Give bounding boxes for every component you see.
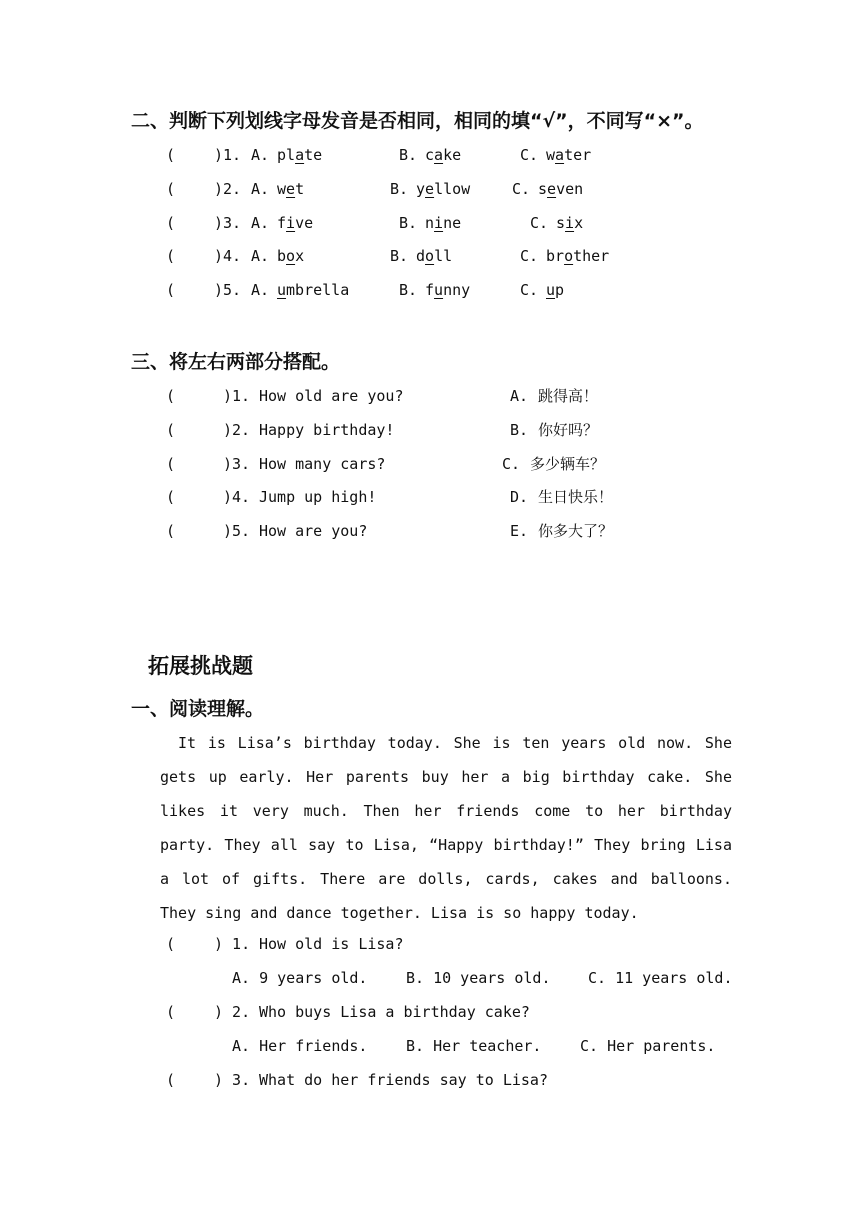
option-word-a bbox=[277, 144, 322, 166]
word-suffix: ter bbox=[564, 146, 592, 164]
english-phrase: Jump up high! bbox=[259, 488, 377, 506]
chinese-phrase: 你好吗？ bbox=[538, 421, 599, 439]
option-word-b bbox=[416, 245, 452, 267]
underlined-letter: e bbox=[286, 180, 296, 198]
option-label-a: A. bbox=[251, 146, 270, 164]
answer-option: C. Her parents. bbox=[580, 1037, 716, 1055]
word-suffix: x bbox=[574, 214, 584, 232]
answer-paren: ( bbox=[166, 421, 176, 439]
question-row bbox=[0, 279, 860, 301]
word-suffix: t bbox=[295, 180, 305, 198]
word-prefix: pl bbox=[277, 146, 296, 164]
match-label: C. bbox=[502, 455, 521, 473]
matching-row bbox=[0, 453, 860, 475]
option-label-a: A. bbox=[251, 247, 270, 265]
option-word-a bbox=[277, 279, 349, 301]
chinese-phrase: 跳得高！ bbox=[538, 387, 599, 405]
extension-title: 拓展挑战题 bbox=[148, 654, 253, 678]
chinese-phrase: 你多大了？ bbox=[538, 522, 614, 540]
answer-paren: ( bbox=[166, 387, 176, 405]
answer-paren: ( bbox=[166, 214, 176, 232]
option-word-c bbox=[546, 144, 591, 166]
option-word-a bbox=[277, 212, 313, 234]
reading-question bbox=[0, 933, 860, 955]
underlined-letter: o bbox=[564, 247, 574, 265]
word-suffix: x bbox=[295, 247, 305, 265]
question-number: )3. bbox=[214, 214, 242, 232]
option-label-c: C. bbox=[520, 146, 539, 164]
question-number: )1. bbox=[214, 146, 242, 164]
question-row bbox=[0, 178, 860, 200]
answer-option: A. 9 years old. bbox=[232, 969, 368, 987]
word-prefix: s bbox=[538, 180, 548, 198]
question-number: )3. bbox=[223, 455, 251, 473]
word-prefix: c bbox=[425, 146, 435, 164]
answer-paren: ( bbox=[166, 180, 176, 198]
match-label: B. bbox=[510, 421, 529, 439]
word-suffix: ll bbox=[434, 247, 453, 265]
underlined-letter: e bbox=[547, 180, 557, 198]
underlined-letter: i bbox=[286, 214, 296, 232]
option-word-b bbox=[425, 144, 461, 166]
underlined-letter: a bbox=[555, 146, 565, 164]
word-prefix: w bbox=[546, 146, 556, 164]
option-label-a: A. bbox=[251, 180, 270, 198]
answer-option: A. Her friends. bbox=[232, 1037, 368, 1055]
reading-passage: It is Lisa’s birthday today. She is ten years old now. She gets up early. Her parents buy her a big birthday cake. She likes it very much. Then her friends come to her birthday party. They all say to Lisa, “Happy birthday!” They bring Lisa a lot of gifts. There are dolls, cards, cakes and balloons. They sing and dance together. Lisa is so happy today. bbox=[160, 734, 732, 922]
answer-paren: ( bbox=[166, 455, 176, 473]
option-word-c bbox=[556, 212, 583, 234]
underlined-letter: u bbox=[434, 281, 444, 299]
word-suffix: ve bbox=[295, 214, 314, 232]
reading-question bbox=[0, 1069, 860, 1091]
word-suffix: p bbox=[555, 281, 565, 299]
matching-row bbox=[0, 419, 860, 441]
word-prefix: s bbox=[556, 214, 566, 232]
word-prefix: y bbox=[416, 180, 426, 198]
chinese-phrase: 多少辆车？ bbox=[530, 455, 606, 473]
reading-question bbox=[0, 1001, 860, 1023]
english-phrase: How many cars? bbox=[259, 455, 386, 473]
question-row bbox=[0, 212, 860, 234]
question-number: )2. bbox=[223, 421, 251, 439]
option-label-b: B. bbox=[399, 281, 418, 299]
underlined-letter: u bbox=[546, 281, 556, 299]
question-number: )1. bbox=[223, 387, 251, 405]
word-prefix: f bbox=[277, 214, 287, 232]
matching-row bbox=[0, 486, 860, 508]
question-number: )4. bbox=[223, 488, 251, 506]
word-prefix: br bbox=[546, 247, 565, 265]
matching-row bbox=[0, 385, 860, 407]
answer-paren: ( bbox=[166, 281, 176, 299]
option-word-b bbox=[425, 279, 470, 301]
option-word-a bbox=[277, 245, 304, 267]
option-word-a bbox=[277, 178, 304, 200]
word-suffix: ne bbox=[443, 214, 462, 232]
answer-options bbox=[0, 967, 860, 989]
underlined-letter: a bbox=[434, 146, 444, 164]
underlined-letter: i bbox=[565, 214, 575, 232]
answer-option: C. 11 years old. bbox=[588, 969, 733, 987]
word-suffix: ven bbox=[556, 180, 584, 198]
answer-paren: ( bbox=[166, 146, 176, 164]
word-suffix: te bbox=[304, 146, 323, 164]
question-text: What do her friends say to Lisa? bbox=[259, 1071, 548, 1089]
question-number: )5. bbox=[223, 522, 251, 540]
word-suffix: ke bbox=[443, 146, 462, 164]
word-prefix: n bbox=[425, 214, 435, 232]
question-text: How old is Lisa? bbox=[259, 935, 404, 953]
word-prefix: b bbox=[277, 247, 287, 265]
answer-paren: ( bbox=[166, 935, 176, 953]
answer-paren: ( bbox=[166, 247, 176, 265]
question-row bbox=[0, 245, 860, 267]
answer-paren: ( bbox=[166, 1003, 176, 1021]
word-prefix: f bbox=[425, 281, 435, 299]
answer-option: B. 10 years old. bbox=[406, 969, 551, 987]
question-text: Who buys Lisa a birthday cake? bbox=[259, 1003, 530, 1021]
option-word-b bbox=[425, 212, 461, 234]
answer-paren: ( bbox=[166, 488, 176, 506]
underlined-letter: e bbox=[425, 180, 435, 198]
match-label: E. bbox=[510, 522, 529, 540]
chinese-phrase: 生日快乐！ bbox=[538, 488, 614, 506]
word-suffix: ther bbox=[573, 247, 610, 265]
word-prefix: d bbox=[416, 247, 426, 265]
answer-option: B. Her teacher. bbox=[406, 1037, 542, 1055]
answer-options bbox=[0, 1035, 860, 1057]
english-phrase: How are you? bbox=[259, 522, 368, 540]
word-suffix: llow bbox=[434, 180, 471, 198]
word-suffix: mbrella bbox=[286, 281, 350, 299]
reading-title: 一、阅读理解。 bbox=[131, 698, 265, 720]
option-label-b: B. bbox=[399, 214, 418, 232]
match-label: D. bbox=[510, 488, 529, 506]
question-number: )5. bbox=[214, 281, 242, 299]
option-label-c: C. bbox=[530, 214, 549, 232]
answer-paren: ( bbox=[166, 1071, 176, 1089]
option-label-b: B. bbox=[390, 247, 409, 265]
underlined-letter: i bbox=[434, 214, 444, 232]
section3-title: 三、将左右两部分搭配。 bbox=[131, 351, 341, 373]
question-number: )2. bbox=[214, 180, 242, 198]
question-number: ) 3. bbox=[214, 1071, 251, 1089]
underlined-letter: o bbox=[286, 247, 296, 265]
option-label-c: C. bbox=[520, 247, 539, 265]
matching-row bbox=[0, 520, 860, 542]
option-label-c: C. bbox=[512, 180, 531, 198]
question-row bbox=[0, 144, 860, 166]
option-label-b: B. bbox=[390, 180, 409, 198]
question-number: ) 1. bbox=[214, 935, 251, 953]
answer-paren: ( bbox=[166, 522, 176, 540]
match-label: A. bbox=[510, 387, 529, 405]
underlined-letter: o bbox=[425, 247, 435, 265]
option-label-a: A. bbox=[251, 214, 270, 232]
option-word-c bbox=[538, 178, 583, 200]
english-phrase: How old are you? bbox=[259, 387, 404, 405]
word-suffix: nny bbox=[443, 281, 471, 299]
underlined-letter: a bbox=[295, 146, 305, 164]
underlined-letter: u bbox=[277, 281, 287, 299]
question-number: ) 2. bbox=[214, 1003, 251, 1021]
option-word-c bbox=[546, 279, 564, 301]
option-word-c bbox=[546, 245, 609, 267]
word-prefix: w bbox=[277, 180, 287, 198]
english-phrase: Happy birthday! bbox=[259, 421, 395, 439]
section2-title: 二、判断下列划线字母发音是否相同，相同的填“√”，不同写“×”。 bbox=[131, 110, 704, 132]
option-label-a: A. bbox=[251, 281, 270, 299]
question-number: )4. bbox=[214, 247, 242, 265]
option-word-b bbox=[416, 178, 470, 200]
option-label-c: C. bbox=[520, 281, 539, 299]
option-label-b: B. bbox=[399, 146, 418, 164]
